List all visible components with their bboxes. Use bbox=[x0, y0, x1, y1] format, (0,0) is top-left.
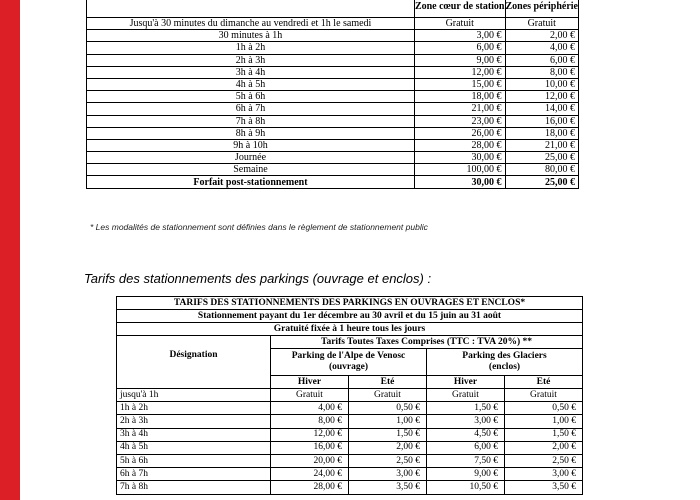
table-row bbox=[87, 164, 579, 176]
rate-zone-peripherie: 6,00 € bbox=[505, 54, 579, 66]
rate-venosc-hiver: 20,00 € bbox=[271, 454, 349, 467]
rate-zone-coeur: 28,00 € bbox=[414, 139, 505, 151]
rate-glaciers-ete: 3,50 € bbox=[505, 481, 583, 494]
season-ete-2: Eté bbox=[505, 376, 583, 389]
table-row bbox=[87, 115, 579, 127]
rate-zone-peripherie: 14,00 € bbox=[505, 103, 579, 115]
duration-label: 5h à 6h bbox=[87, 91, 415, 103]
rate-zone-coeur: 23,00 € bbox=[414, 115, 505, 127]
rate-venosc-ete: 2,00 € bbox=[349, 441, 427, 454]
header-zone-peripherie: Zones périphérie bbox=[505, 0, 579, 18]
rate-zone-coeur: 9,00 € bbox=[414, 54, 505, 66]
rate-venosc-ete: 0,50 € bbox=[349, 402, 427, 415]
table-row bbox=[87, 42, 579, 54]
duration-label: 9h à 10h bbox=[87, 139, 415, 151]
parking-glaciers-header: Parking des Glaciers (enclos) bbox=[427, 349, 583, 376]
parking-alpe-venosc-header: Parking de l'Alpe de Venosc (ouvrage) bbox=[271, 349, 427, 376]
table-row bbox=[87, 30, 579, 42]
rate-zone-coeur: Gratuit bbox=[414, 18, 505, 30]
duration-label: 6h à 7h bbox=[87, 103, 415, 115]
rate-venosc-ete: 1,00 € bbox=[349, 415, 427, 428]
forfait-row bbox=[87, 176, 579, 188]
duration-label: 4h à 5h bbox=[117, 441, 271, 454]
rate-venosc-ete: 3,50 € bbox=[349, 481, 427, 494]
duration-label: 4h à 5h bbox=[87, 78, 415, 90]
table-row bbox=[117, 468, 583, 481]
rate-zone-peripherie: 18,00 € bbox=[505, 127, 579, 139]
table-row bbox=[117, 428, 583, 441]
rate-zone-peripherie: 16,00 € bbox=[505, 115, 579, 127]
duration-label: 1h à 2h bbox=[87, 42, 415, 54]
table-row bbox=[87, 78, 579, 90]
table-row bbox=[87, 139, 579, 151]
duration-label: Jusqu'à 30 minutes du dimanche au vendredi et 1h le samedi bbox=[87, 18, 415, 30]
duration-label: 8h à 9h bbox=[87, 127, 415, 139]
duration-label: jusqu'à 1h bbox=[117, 389, 271, 402]
rate-venosc-hiver: 12,00 € bbox=[271, 428, 349, 441]
duration-label: 30 minutes à 1h bbox=[87, 30, 415, 42]
rate-glaciers-hiver: 3,00 € bbox=[427, 415, 505, 428]
rate-zone-coeur: 21,00 € bbox=[414, 103, 505, 115]
table-row bbox=[87, 66, 579, 78]
duration-label: Journée bbox=[87, 152, 415, 164]
rate-glaciers-ete: 2,50 € bbox=[505, 454, 583, 467]
section-title: Tarifs des stationnements des parkings (ouvrage et enclos) : bbox=[84, 271, 432, 286]
table-row bbox=[117, 441, 583, 454]
forfait-label: Forfait post-stationnement bbox=[87, 176, 415, 188]
table-row bbox=[87, 103, 579, 115]
free-hour-text: Gratuité fixée à 1 heure tous les jours bbox=[117, 323, 583, 336]
header-zone-coeur: Zone cœur de station bbox=[414, 0, 505, 18]
parking-rates-table bbox=[116, 296, 583, 495]
rate-zone-peripherie: 12,00 € bbox=[505, 91, 579, 103]
rate-venosc-hiver: 16,00 € bbox=[271, 441, 349, 454]
footnote: * Les modalités de stationnement sont définies dans le règlement de stationnement public bbox=[90, 222, 428, 232]
rate-venosc-ete: Gratuit bbox=[349, 389, 427, 402]
rate-zone-coeur: 6,00 € bbox=[414, 42, 505, 54]
duration-label: 6h à 7h bbox=[117, 468, 271, 481]
designation-header: Désignation bbox=[117, 336, 271, 389]
duration-label: 7h à 8h bbox=[117, 481, 271, 494]
forfait-zone-coeur: 30,00 € bbox=[414, 176, 505, 188]
rate-glaciers-ete: 2,00 € bbox=[505, 441, 583, 454]
red-margin-bar bbox=[0, 0, 20, 500]
rate-glaciers-hiver: Gratuit bbox=[427, 389, 505, 402]
rate-zone-coeur: 3,00 € bbox=[414, 30, 505, 42]
duration-label: Semaine bbox=[87, 164, 415, 176]
table-row bbox=[87, 18, 579, 30]
rate-glaciers-ete: 3,00 € bbox=[505, 468, 583, 481]
table-title: TARIFS DES STATIONNEMENTS DES PARKINGS EN OUVRAGES ET ENCLOS* bbox=[117, 297, 583, 310]
table-row bbox=[117, 481, 583, 494]
rate-venosc-ete: 2,50 € bbox=[349, 454, 427, 467]
rate-zone-coeur: 12,00 € bbox=[414, 66, 505, 78]
rate-zone-peripherie: 8,00 € bbox=[505, 66, 579, 78]
ttc-header: Tarifs Toutes Taxes Comprises (TTC : TVA 20%) ** bbox=[271, 336, 583, 349]
duration-label: 2h à 3h bbox=[117, 415, 271, 428]
rate-zone-peripherie: 2,00 € bbox=[505, 30, 579, 42]
period-text: Stationnement payant du 1er décembre au 30 avril et du 15 juin au 31 août bbox=[117, 310, 583, 323]
header-empty-cell bbox=[87, 0, 415, 18]
rate-venosc-hiver: 4,00 € bbox=[271, 402, 349, 415]
table-row bbox=[117, 415, 583, 428]
rate-glaciers-hiver: 9,00 € bbox=[427, 468, 505, 481]
rate-zone-peripherie: 25,00 € bbox=[505, 152, 579, 164]
season-ete-1: Eté bbox=[349, 376, 427, 389]
rate-venosc-ete: 1,50 € bbox=[349, 428, 427, 441]
rate-venosc-hiver: 8,00 € bbox=[271, 415, 349, 428]
table-row bbox=[87, 54, 579, 66]
rate-venosc-ete: 3,00 € bbox=[349, 468, 427, 481]
street-parking-rates-table bbox=[86, 0, 579, 189]
season-hiver-2: Hiver bbox=[427, 376, 505, 389]
table-row bbox=[117, 389, 583, 402]
table-row bbox=[87, 127, 579, 139]
rate-zone-coeur: 100,00 € bbox=[414, 164, 505, 176]
rate-glaciers-hiver: 10,50 € bbox=[427, 481, 505, 494]
rate-glaciers-hiver: 6,00 € bbox=[427, 441, 505, 454]
season-hiver-1: Hiver bbox=[271, 376, 349, 389]
duration-label: 7h à 8h bbox=[87, 115, 415, 127]
rate-zone-coeur: 26,00 € bbox=[414, 127, 505, 139]
duration-label: 3h à 4h bbox=[87, 66, 415, 78]
rate-zone-peripherie: 80,00 € bbox=[505, 164, 579, 176]
duration-label: 1h à 2h bbox=[117, 402, 271, 415]
rate-zone-peripherie: Gratuit bbox=[505, 18, 579, 30]
rate-glaciers-ete: 1,00 € bbox=[505, 415, 583, 428]
rate-glaciers-ete: 0,50 € bbox=[505, 402, 583, 415]
rate-zone-coeur: 18,00 € bbox=[414, 91, 505, 103]
rate-venosc-hiver: 28,00 € bbox=[271, 481, 349, 494]
rate-venosc-hiver: 24,00 € bbox=[271, 468, 349, 481]
table-row bbox=[87, 91, 579, 103]
duration-label: 2h à 3h bbox=[87, 54, 415, 66]
table-row bbox=[117, 454, 583, 467]
rate-zone-peripherie: 4,00 € bbox=[505, 42, 579, 54]
table-header-row bbox=[87, 0, 579, 18]
rate-glaciers-ete: 1,50 € bbox=[505, 428, 583, 441]
table-row bbox=[87, 152, 579, 164]
rate-glaciers-hiver: 7,50 € bbox=[427, 454, 505, 467]
rate-glaciers-hiver: 1,50 € bbox=[427, 402, 505, 415]
rate-venosc-hiver: Gratuit bbox=[271, 389, 349, 402]
rate-glaciers-ete: Gratuit bbox=[505, 389, 583, 402]
forfait-zone-peripherie: 25,00 € bbox=[505, 176, 579, 188]
table-row bbox=[117, 402, 583, 415]
rate-glaciers-hiver: 4,50 € bbox=[427, 428, 505, 441]
rate-zone-coeur: 30,00 € bbox=[414, 152, 505, 164]
rate-zone-peripherie: 21,00 € bbox=[505, 139, 579, 151]
duration-label: 5h à 6h bbox=[117, 454, 271, 467]
rate-zone-coeur: 15,00 € bbox=[414, 78, 505, 90]
duration-label: 3h à 4h bbox=[117, 428, 271, 441]
rate-zone-peripherie: 10,00 € bbox=[505, 78, 579, 90]
